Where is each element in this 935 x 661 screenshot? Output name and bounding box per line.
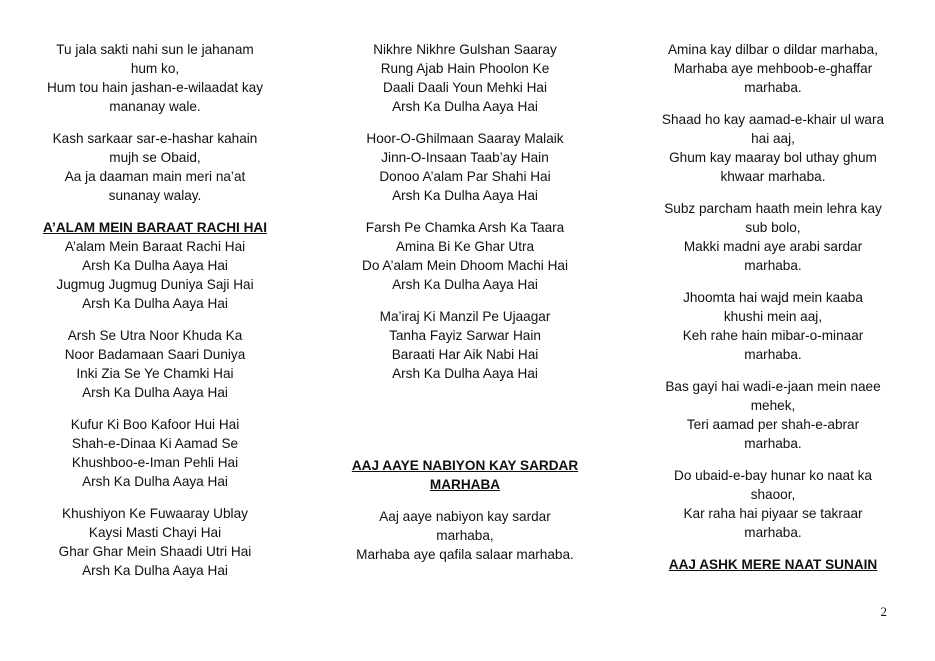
verse-line: Do ubaid-e-bay hunar ko naat ka	[674, 468, 872, 483]
verse-line: Ghar Ghar Mein Shaadi Utri Hai	[58, 544, 252, 559]
verse-line: Rung Ajab Hain Phoolon Ke	[380, 61, 550, 76]
verse-line: Arsh Ka Dulha Aaya Hai	[392, 366, 538, 381]
verse-line: sub bolo,	[745, 220, 801, 235]
verse-line: Arsh Ka Dulha Aaya Hai	[82, 258, 228, 273]
stanza	[30, 40, 280, 116]
verse-line: mananay wale.	[109, 99, 201, 114]
blank-space	[340, 396, 590, 456]
verse-line: marhaba.	[744, 347, 802, 362]
verse-line: Makki madni aye arabi sardar	[683, 239, 863, 254]
verse-line: Daali Daali Youn Mehki Hai	[383, 80, 547, 95]
verse-line: Khushiyon Ke Fuwaaray Ublay	[62, 506, 248, 521]
verse-line: Kaysi Masti Chayi Hai	[88, 525, 222, 540]
stanza	[30, 415, 280, 491]
verse-line: Bas gayi hai wadi-e-jaan mein naee	[665, 379, 881, 394]
column-left	[30, 40, 280, 593]
verse-line: Jinn-O-Insaan Taab’ay Hain	[381, 150, 549, 165]
verse-line: Baraati Har Aik Nabi Hai	[391, 347, 539, 362]
verse-line: marhaba.	[744, 80, 802, 95]
verse-line: Kash sarkaar sar-e-hashar kahain	[52, 131, 258, 146]
verse-line: Kufur Ki Boo Kafoor Hui Hai	[70, 417, 240, 432]
verse-line: mujh se Obaid,	[109, 150, 201, 165]
verse-line: marhaba.	[744, 258, 802, 273]
verse-line: Hum tou hain jashan-e-wilaadat kay	[46, 80, 264, 95]
verse-line: Arsh Ka Dulha Aaya Hai	[82, 563, 228, 578]
stanza	[648, 199, 898, 275]
section-heading-line: AAJ AAYE NABIYON KAY SARDAR	[351, 458, 579, 473]
verse-line: Arsh Ka Dulha Aaya Hai	[82, 385, 228, 400]
section-heading: AAJ ASHK MERE NAAT SUNAIN	[668, 557, 878, 572]
verse-line: marhaba,	[436, 528, 494, 543]
verse-line: Keh rahe hain mibar-o-minaar	[682, 328, 864, 343]
verse-line: Tu jala sakti nahi sun le jahanam	[56, 42, 254, 57]
verse-line: Khushboo-e-Iman Pehli Hai	[71, 455, 239, 470]
stanza	[648, 377, 898, 453]
stanza	[648, 288, 898, 364]
verse-line: mehek,	[750, 398, 796, 413]
page-number: 2	[880, 604, 887, 619]
verse-line: marhaba.	[744, 525, 802, 540]
section-heading: A’ALAM MEIN BARAAT RACHI HAI	[42, 220, 268, 235]
verse-line: Jhoomta hai wajd mein kaaba	[683, 290, 863, 305]
stanza	[30, 504, 280, 580]
verse-line: Amina Bi Ke Ghar Utra	[395, 239, 535, 254]
verse-line: hai aaj,	[751, 131, 795, 146]
verse-line: Subz parcham haath mein lehra kay	[664, 201, 882, 216]
verse-line: Arsh Se Utra Noor Khuda Ka	[67, 328, 243, 343]
stanza	[30, 129, 280, 205]
stanza	[340, 40, 590, 116]
stanza	[340, 507, 590, 564]
verse-line: Shah-e-Dinaa Ki Aamad Se	[71, 436, 239, 451]
verse-line: Ghum kay maaray bol uthay ghum	[669, 150, 877, 165]
section-heading-line: MARHABA	[429, 477, 501, 492]
stanza	[340, 129, 590, 205]
verse-line: khushi mein aaj,	[723, 309, 823, 324]
verse-line: Marhaba aye mehboob-e-ghaffar	[673, 61, 873, 76]
verse-line: Jugmug Jugmug Duniya Saji Hai	[56, 277, 254, 292]
verse-line: Do A’alam Mein Dhoom Machi Hai	[362, 258, 568, 273]
verse-line: Arsh Ka Dulha Aaya Hai	[392, 188, 538, 203]
verse-line: Aaj aaye nabiyon kay sardar	[379, 509, 551, 524]
column-right	[648, 40, 898, 574]
verse-line: Teri aamad per shah-e-abrar	[686, 417, 860, 432]
verse-line: marhaba.	[744, 436, 802, 451]
section-heading	[340, 456, 590, 494]
verse-line: hum ko,	[130, 61, 180, 76]
verse-line: Donoo A’alam Par Shahi Hai	[379, 169, 551, 184]
verse-line: sunanay walay.	[108, 188, 202, 203]
verse-line: Hoor-O-Ghilmaan Saaray Malaik	[366, 131, 564, 146]
verse-line: Tanha Fayiz Sarwar Hain	[389, 328, 541, 343]
verse-line: Arsh Ka Dulha Aaya Hai	[82, 474, 228, 489]
verse-line: Ma’iraj Ki Manzil Pe Ujaagar	[379, 309, 551, 324]
stanza	[340, 307, 590, 383]
verse-line: shaoor,	[750, 487, 796, 502]
stanza	[30, 237, 280, 313]
stanza	[30, 326, 280, 402]
verse-line: A’alam Mein Baraat Rachi Hai	[64, 239, 246, 254]
verse-line: Nikhre Nikhre Gulshan Saaray	[373, 42, 557, 57]
verse-line: Marhaba aye qafila salaar marhaba.	[356, 547, 574, 562]
stanza	[648, 110, 898, 186]
verse-line: Arsh Ka Dulha Aaya Hai	[82, 296, 228, 311]
stanza	[340, 218, 590, 294]
verse-line: Shaad ho kay aamad-e-khair ul wara	[661, 112, 885, 127]
stanza	[648, 466, 898, 542]
verse-line: Inki Zia Se Ye Chamki Hai	[76, 366, 234, 381]
verse-line: Arsh Ka Dulha Aaya Hai	[392, 277, 538, 292]
verse-line: Amina kay dilbar o dildar marhaba,	[667, 42, 879, 57]
verse-line: Aa ja daaman main meri na’at	[64, 169, 246, 184]
verse-line: Noor Badamaan Saari Duniya	[64, 347, 246, 362]
verse-line: khwaar marhaba.	[720, 169, 826, 184]
column-middle	[340, 40, 590, 577]
verse-line: Arsh Ka Dulha Aaya Hai	[392, 99, 538, 114]
verse-line: Kar raha hai piyaar se takraar	[683, 506, 863, 521]
stanza	[648, 40, 898, 97]
verse-line: Farsh Pe Chamka Arsh Ka Taara	[365, 220, 565, 235]
